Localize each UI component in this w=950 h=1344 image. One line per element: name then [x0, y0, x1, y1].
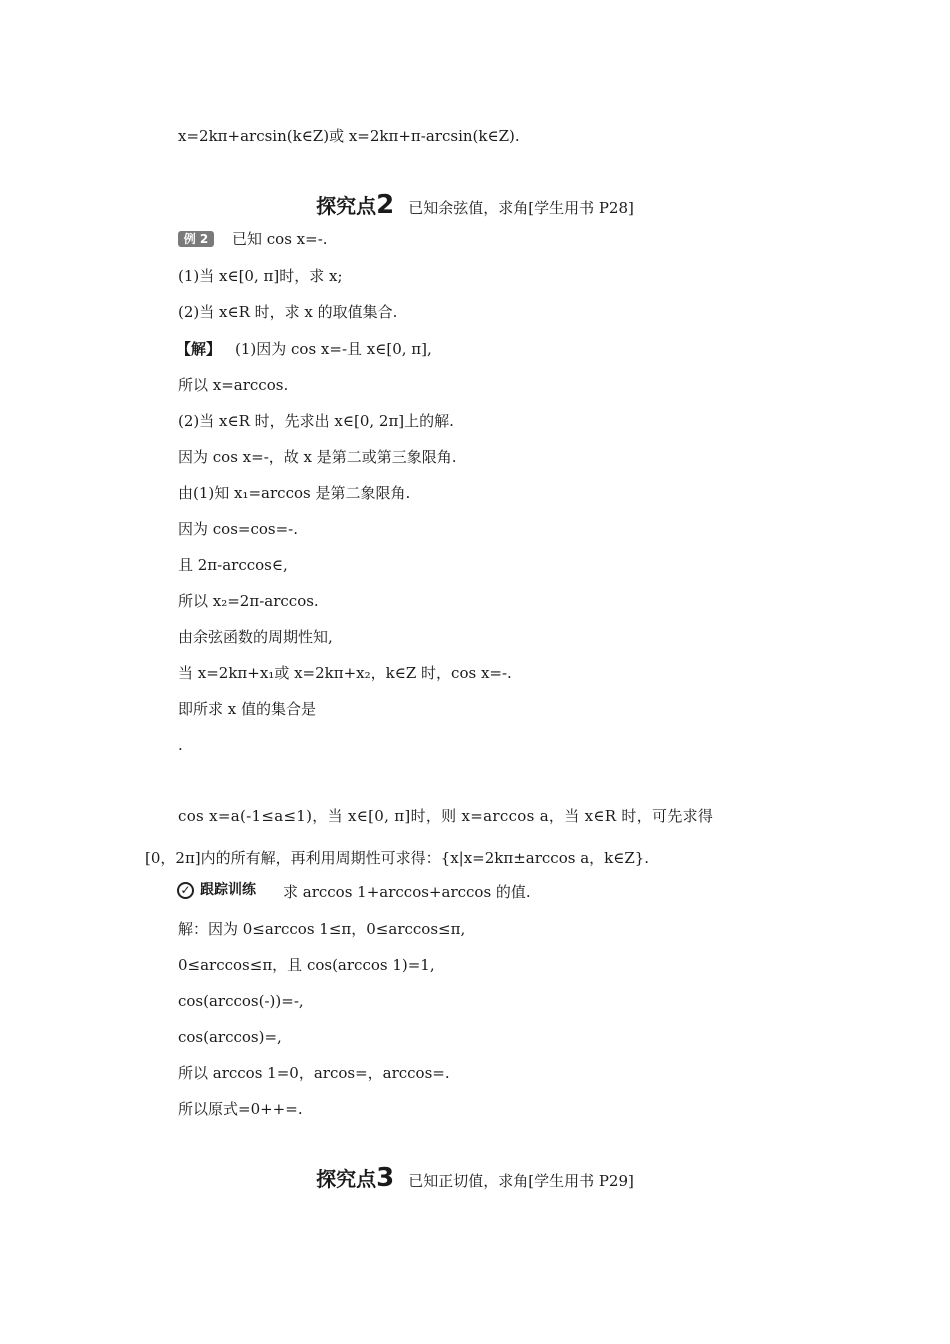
- solution-label: 【解】: [176, 340, 222, 358]
- example-2-problem: 已知 cos x=-.: [232, 230, 328, 248]
- question-2: (2)当 x∈R 时，求 x 的取值集合.: [178, 303, 398, 321]
- training-solution-line: cos(arccos(-))=-,: [178, 992, 304, 1010]
- section-3-label: 探究点: [316, 1167, 377, 1191]
- solution-line: 因为 cos=cos=-.: [178, 520, 299, 538]
- solution-line: 且 2π-arccos∈,: [178, 556, 288, 574]
- training-badge: [177, 880, 256, 900]
- training-solution-line: 所以 arccos 1=0，arcos=，arccos=.: [178, 1064, 450, 1082]
- section-2-label: 探究点: [316, 194, 377, 218]
- solution-line: 所以 x₂=2π-arccos.: [178, 592, 319, 610]
- solution-line: 由(1)知 x₁=arccos 是第二象限角.: [178, 484, 411, 502]
- solution-line: (2)当 x∈R 时，先求出 x∈[0, 2π]上的解.: [178, 412, 454, 430]
- solution-line: 当 x=2kπ+x₁或 x=2kπ+x₂，k∈Z 时，cos x=-.: [178, 664, 512, 682]
- section-2-title: 已知余弦值，求角[学生用书 P28]: [408, 199, 634, 217]
- section-3-heading: [0, 1163, 950, 1193]
- top-formula-line: x=2kπ+arcsin(k∈Z)或 x=2kπ+π-arcsin(k∈Z).: [178, 127, 520, 145]
- section-3-number: 3: [376, 1163, 395, 1193]
- training-solution-line: 0≤arccos≤π，且 cos(arccos 1)=1,: [178, 956, 435, 974]
- solution-line: 由余弦函数的周期性知,: [178, 628, 333, 646]
- question-1: (1)当 x∈[0, π]时，求 x;: [178, 267, 343, 285]
- check-circle-icon: ✓: [177, 882, 194, 899]
- method-note-line-2: [0，2π]内的所有解，再利用周期性可求得：{x|x=2kπ±arccos a，k∈Z}.: [145, 849, 650, 867]
- section-2-heading: [0, 190, 950, 220]
- training-solution-line: 所以原式=0++=.: [178, 1100, 303, 1118]
- section-2-number: 2: [376, 190, 395, 220]
- section-3-title: 已知正切值，求角[学生用书 P29]: [408, 1172, 634, 1190]
- training-solution-line: 解：因为 0≤arccos 1≤π，0≤arccos≤π,: [178, 920, 466, 938]
- solution-line: 因为 cos x=-，故 x 是第二或第三象限角.: [178, 448, 457, 466]
- solution-line: 即所求 x 值的集合是: [178, 700, 316, 718]
- training-solution-line: cos(arccos)=,: [178, 1028, 282, 1046]
- training-problem: 求 arccos 1+arccos+arccos 的值.: [283, 883, 531, 901]
- solution-first-text: (1)因为 cos x=-且 x∈[0, π],: [235, 340, 432, 358]
- example-2-badge: 例 2: [178, 231, 214, 247]
- solution-first-line: [176, 339, 432, 359]
- training-badge-label: 跟踪训练: [200, 882, 256, 898]
- solution-line: .: [178, 736, 183, 754]
- solution-line: 所以 x=arccos.: [178, 376, 289, 394]
- method-note-line-1: cos x=a(-1≤a≤1)，当 x∈[0, π]时，则 x=arccos a，当 x∈R 时，可先求得: [178, 807, 714, 825]
